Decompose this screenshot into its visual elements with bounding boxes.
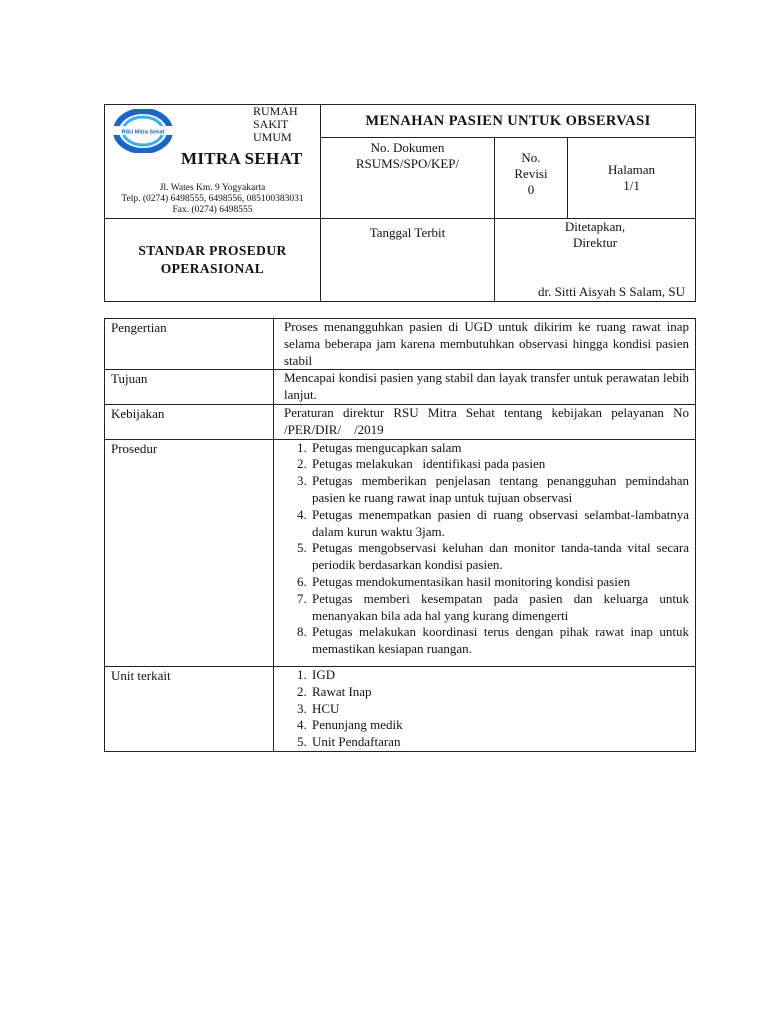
procedure-steps bbox=[284, 440, 689, 658]
document-number-value: RSUMS/SPO/KEP/ bbox=[355, 156, 460, 171]
policy-text: Peraturan direktur RSU Mitra Sehat tentang kebijakan pelayanan No /PER/DIR/ /2019 bbox=[274, 404, 696, 439]
procedure-table bbox=[104, 318, 702, 752]
page-label: Halaman bbox=[608, 162, 655, 177]
related-unit: 3. HCU bbox=[310, 701, 689, 718]
hospital-name: MITRA SEHAT bbox=[181, 149, 303, 168]
related-units-label: Unit terkait bbox=[105, 666, 274, 751]
related-unit: 1. IGD bbox=[310, 667, 689, 684]
procedure-row bbox=[105, 439, 696, 666]
purpose-text: Mencapai kondisi pasien yang stabil dan layak transfer untuk perawatan lebih lanjut. bbox=[274, 370, 696, 405]
approved-label: Ditetapkan, bbox=[564, 219, 626, 234]
definition-label: Pengertian bbox=[105, 319, 274, 370]
approval-cell bbox=[495, 219, 696, 302]
procedure-steps-cell bbox=[274, 439, 696, 666]
policy-label: Kebijakan bbox=[105, 404, 274, 439]
procedure-step: 3. Petugas memberikan penjelasan tentang penangguhan pemindahan pasien ke ruang rawat inap untuk tujuan observasi bbox=[310, 473, 689, 507]
definition-row bbox=[105, 319, 696, 370]
definition-text: Proses menangguhkan pasien di UGD untuk dikirim ke ruang rawat inap selama beberapa jam karena membutuhkan observasi hingga kondisi pasien stabil bbox=[274, 319, 696, 370]
hospital-type: RUMAH SAKIT UMUM bbox=[253, 104, 298, 144]
related-units-cell bbox=[274, 666, 696, 751]
header-table bbox=[104, 104, 696, 302]
policy-row bbox=[105, 404, 696, 439]
document-title: MENAHAN PASIEN UNTUK OBSERVASI bbox=[321, 105, 696, 138]
approver-role: Direktur bbox=[572, 235, 618, 250]
hospital-identity bbox=[105, 105, 321, 219]
related-units-row bbox=[105, 666, 696, 751]
page-cell bbox=[568, 138, 696, 219]
revision-value: 0 bbox=[527, 182, 535, 197]
hospital-address-block bbox=[105, 183, 320, 216]
hospital-address: Jl. Wates Km. 9 Yogyakarta bbox=[159, 183, 266, 193]
issue-date-label: Tanggal Terbit bbox=[321, 219, 495, 302]
procedure-step: 5. Petugas mengobservasi keluhan dan monitor tanda-tanda vital secara periodik berdasarkan kondisi pasien. bbox=[310, 540, 689, 574]
procedure-step: 4. Petugas menempatkan pasien di ruang observasi selambat-lambatnya dalam kurun waktu 3jam. bbox=[310, 507, 689, 541]
related-unit: 2. Rawat Inap bbox=[310, 684, 689, 701]
document-number-label: No. Dokumen bbox=[370, 140, 445, 155]
purpose-row bbox=[105, 370, 696, 405]
related-unit: 4. Penunjang medik bbox=[310, 717, 689, 734]
related-units-list bbox=[284, 667, 689, 751]
spo-label bbox=[105, 219, 321, 302]
hospital-phone: Telp. (0274) 6498555, 6498556, 085100383031 bbox=[121, 194, 304, 204]
approver-name: dr. Sitti Aisyah S Salam, SU bbox=[538, 284, 686, 299]
procedure-step: 8. Petugas melakukan koordinasi terus dengan pihak rawat inap untuk memastikan kesiapan ruangan. bbox=[310, 624, 689, 658]
hospital-logo bbox=[113, 109, 173, 153]
procedure-label: Prosedur bbox=[105, 439, 274, 666]
revision-cell bbox=[495, 138, 568, 219]
procedure-step: 2. Petugas melakukan identifikasi pada pasien bbox=[310, 456, 689, 473]
procedure-step: 1. Petugas mengucapkan salam bbox=[310, 440, 689, 457]
page-value: 1/1 bbox=[623, 178, 640, 193]
related-unit: 5. Unit Pendaftaran bbox=[310, 734, 689, 751]
procedure-step: 7. Petugas memberi kesempatan pada pasien dan keluarga untuk menanyakan bila ada hal yang kurang dimengerti bbox=[310, 591, 689, 625]
spo-text: STANDAR PROSEDUR OPERASIONAL bbox=[138, 243, 287, 276]
logo-text: RSU Mitra Sehat bbox=[121, 129, 165, 136]
procedure-step: 6. Petugas mendokumentasikan hasil monitoring kondisi pasien bbox=[310, 574, 689, 591]
document-number-cell bbox=[321, 138, 495, 219]
hospital-fax: Fax. (0274) 6498555 bbox=[172, 205, 253, 215]
purpose-label: Tujuan bbox=[105, 370, 274, 405]
revision-label: No. Revisi bbox=[514, 150, 548, 181]
